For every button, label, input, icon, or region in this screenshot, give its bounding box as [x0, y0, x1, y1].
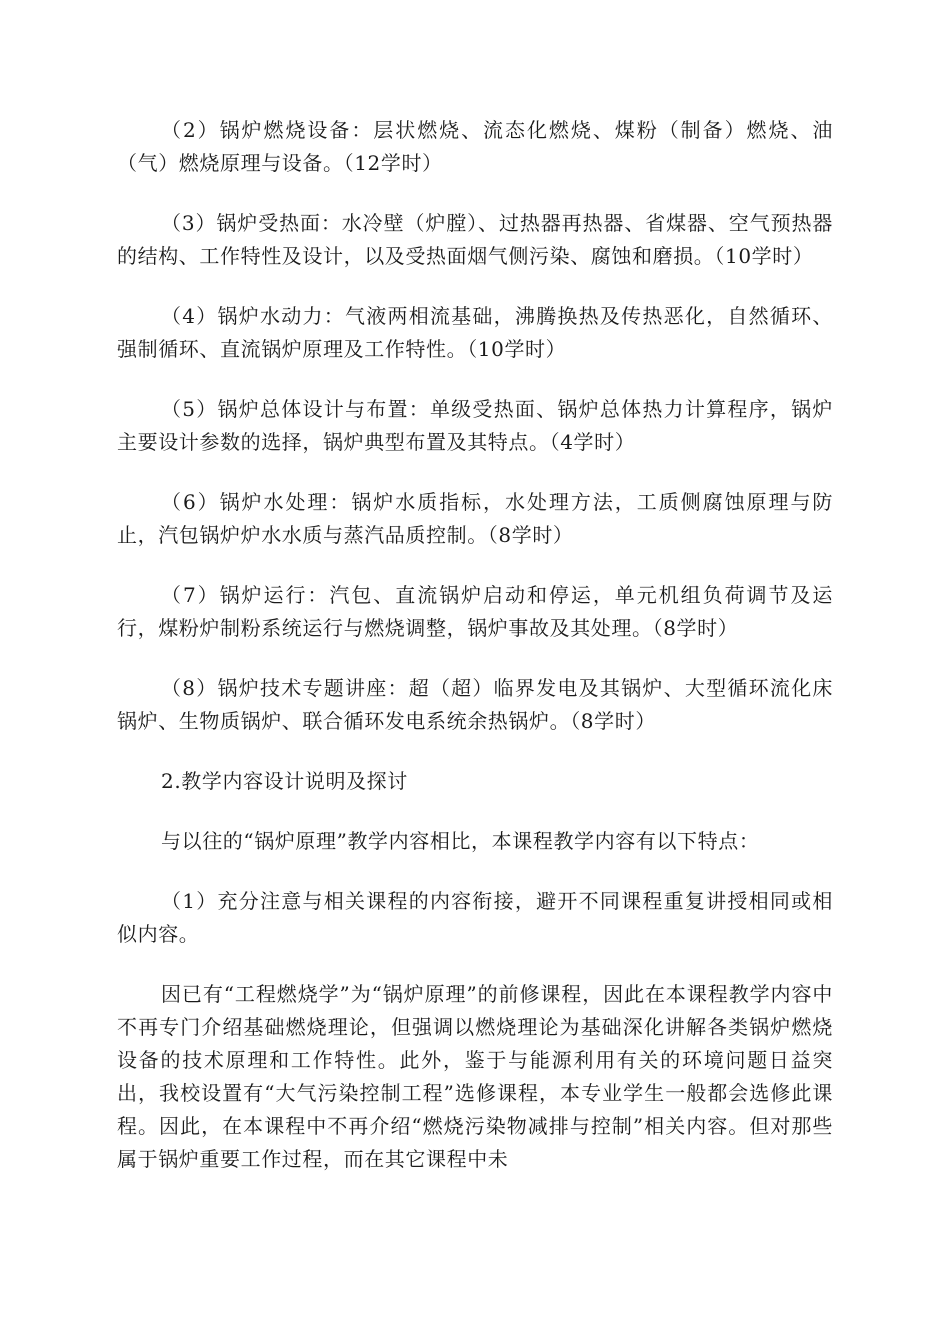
paragraph-overall-design: （5）锅炉总体设计与布置：单级受热面、锅炉总体热力计算程序，锅炉主要设计参数的选择，锅炉典型布置及其特点。（4学时）	[117, 397, 833, 454]
paragraph-features-intro: 与以往的“锅炉原理”教学内容相比，本课程教学内容有以下特点：	[161, 829, 760, 853]
section-heading: 2.教学内容设计说明及探讨	[161, 769, 408, 793]
paragraph-feature-1: （1）充分注意与相关课程的内容衔接，避开不同课程重复讲授相同或相似内容。	[117, 889, 833, 946]
paragraph-special-lectures: （8）锅炉技术专题讲座：超（超）临界发电及其锅炉、大型循环流化床锅炉、生物质锅炉、联合循环发电系统余热锅炉。（8学时）	[117, 676, 833, 733]
paragraph-combustion-equipment: （2）锅炉燃烧设备：层状燃烧、流态化燃烧、煤粉（制备）燃烧、油（气）燃烧原理与设备。（12学时）	[117, 118, 833, 175]
paragraph-heating-surfaces: （3）锅炉受热面：水冷壁（炉膛）、过热器再热器、省煤器、空气预热器的结构、工作特性及设计，以及受热面烟气侧污染、腐蚀和磨损。（10学时）	[117, 211, 833, 268]
paragraph-hydrodynamics: （4）锅炉水动力：气液两相流基础，沸腾换热及传热恶化，自然循环、强制循环、直流锅炉原理及工作特性。（10学时）	[117, 304, 833, 361]
paragraph-water-treatment: （6）锅炉水处理：锅炉水质指标，水处理方法，工质侧腐蚀原理与防止，汽包锅炉炉水水质与蒸汽品质控制。（8学时）	[117, 490, 833, 547]
paragraph-explanation: 因已有“工程燃烧学”为“锅炉原理”的前修课程，因此在本课程教学内容中不再专门介绍基础燃烧理论，但强调以燃烧理论为基础深化讲解各类锅炉燃烧设备的技术原理和工作特性。此外，鉴于与能源利用有关的环境问题日益突出，我校设置有“大气污染控制工程”选修课程，本专业学生一般都会选修此课程。因此，在本课程中不再介绍“燃烧污染物减排与控制”相关内容。但对那些属于锅炉重要工作过程，而在其它课程中未	[117, 982, 833, 1171]
document-body	[117, 114, 833, 1203]
paragraph-operation: （7）锅炉运行：汽包、直流锅炉启动和停运，单元机组负荷调节及运行，煤粉炉制粉系统运行与燃烧调整，锅炉事故及其处理。（8学时）	[117, 583, 833, 640]
